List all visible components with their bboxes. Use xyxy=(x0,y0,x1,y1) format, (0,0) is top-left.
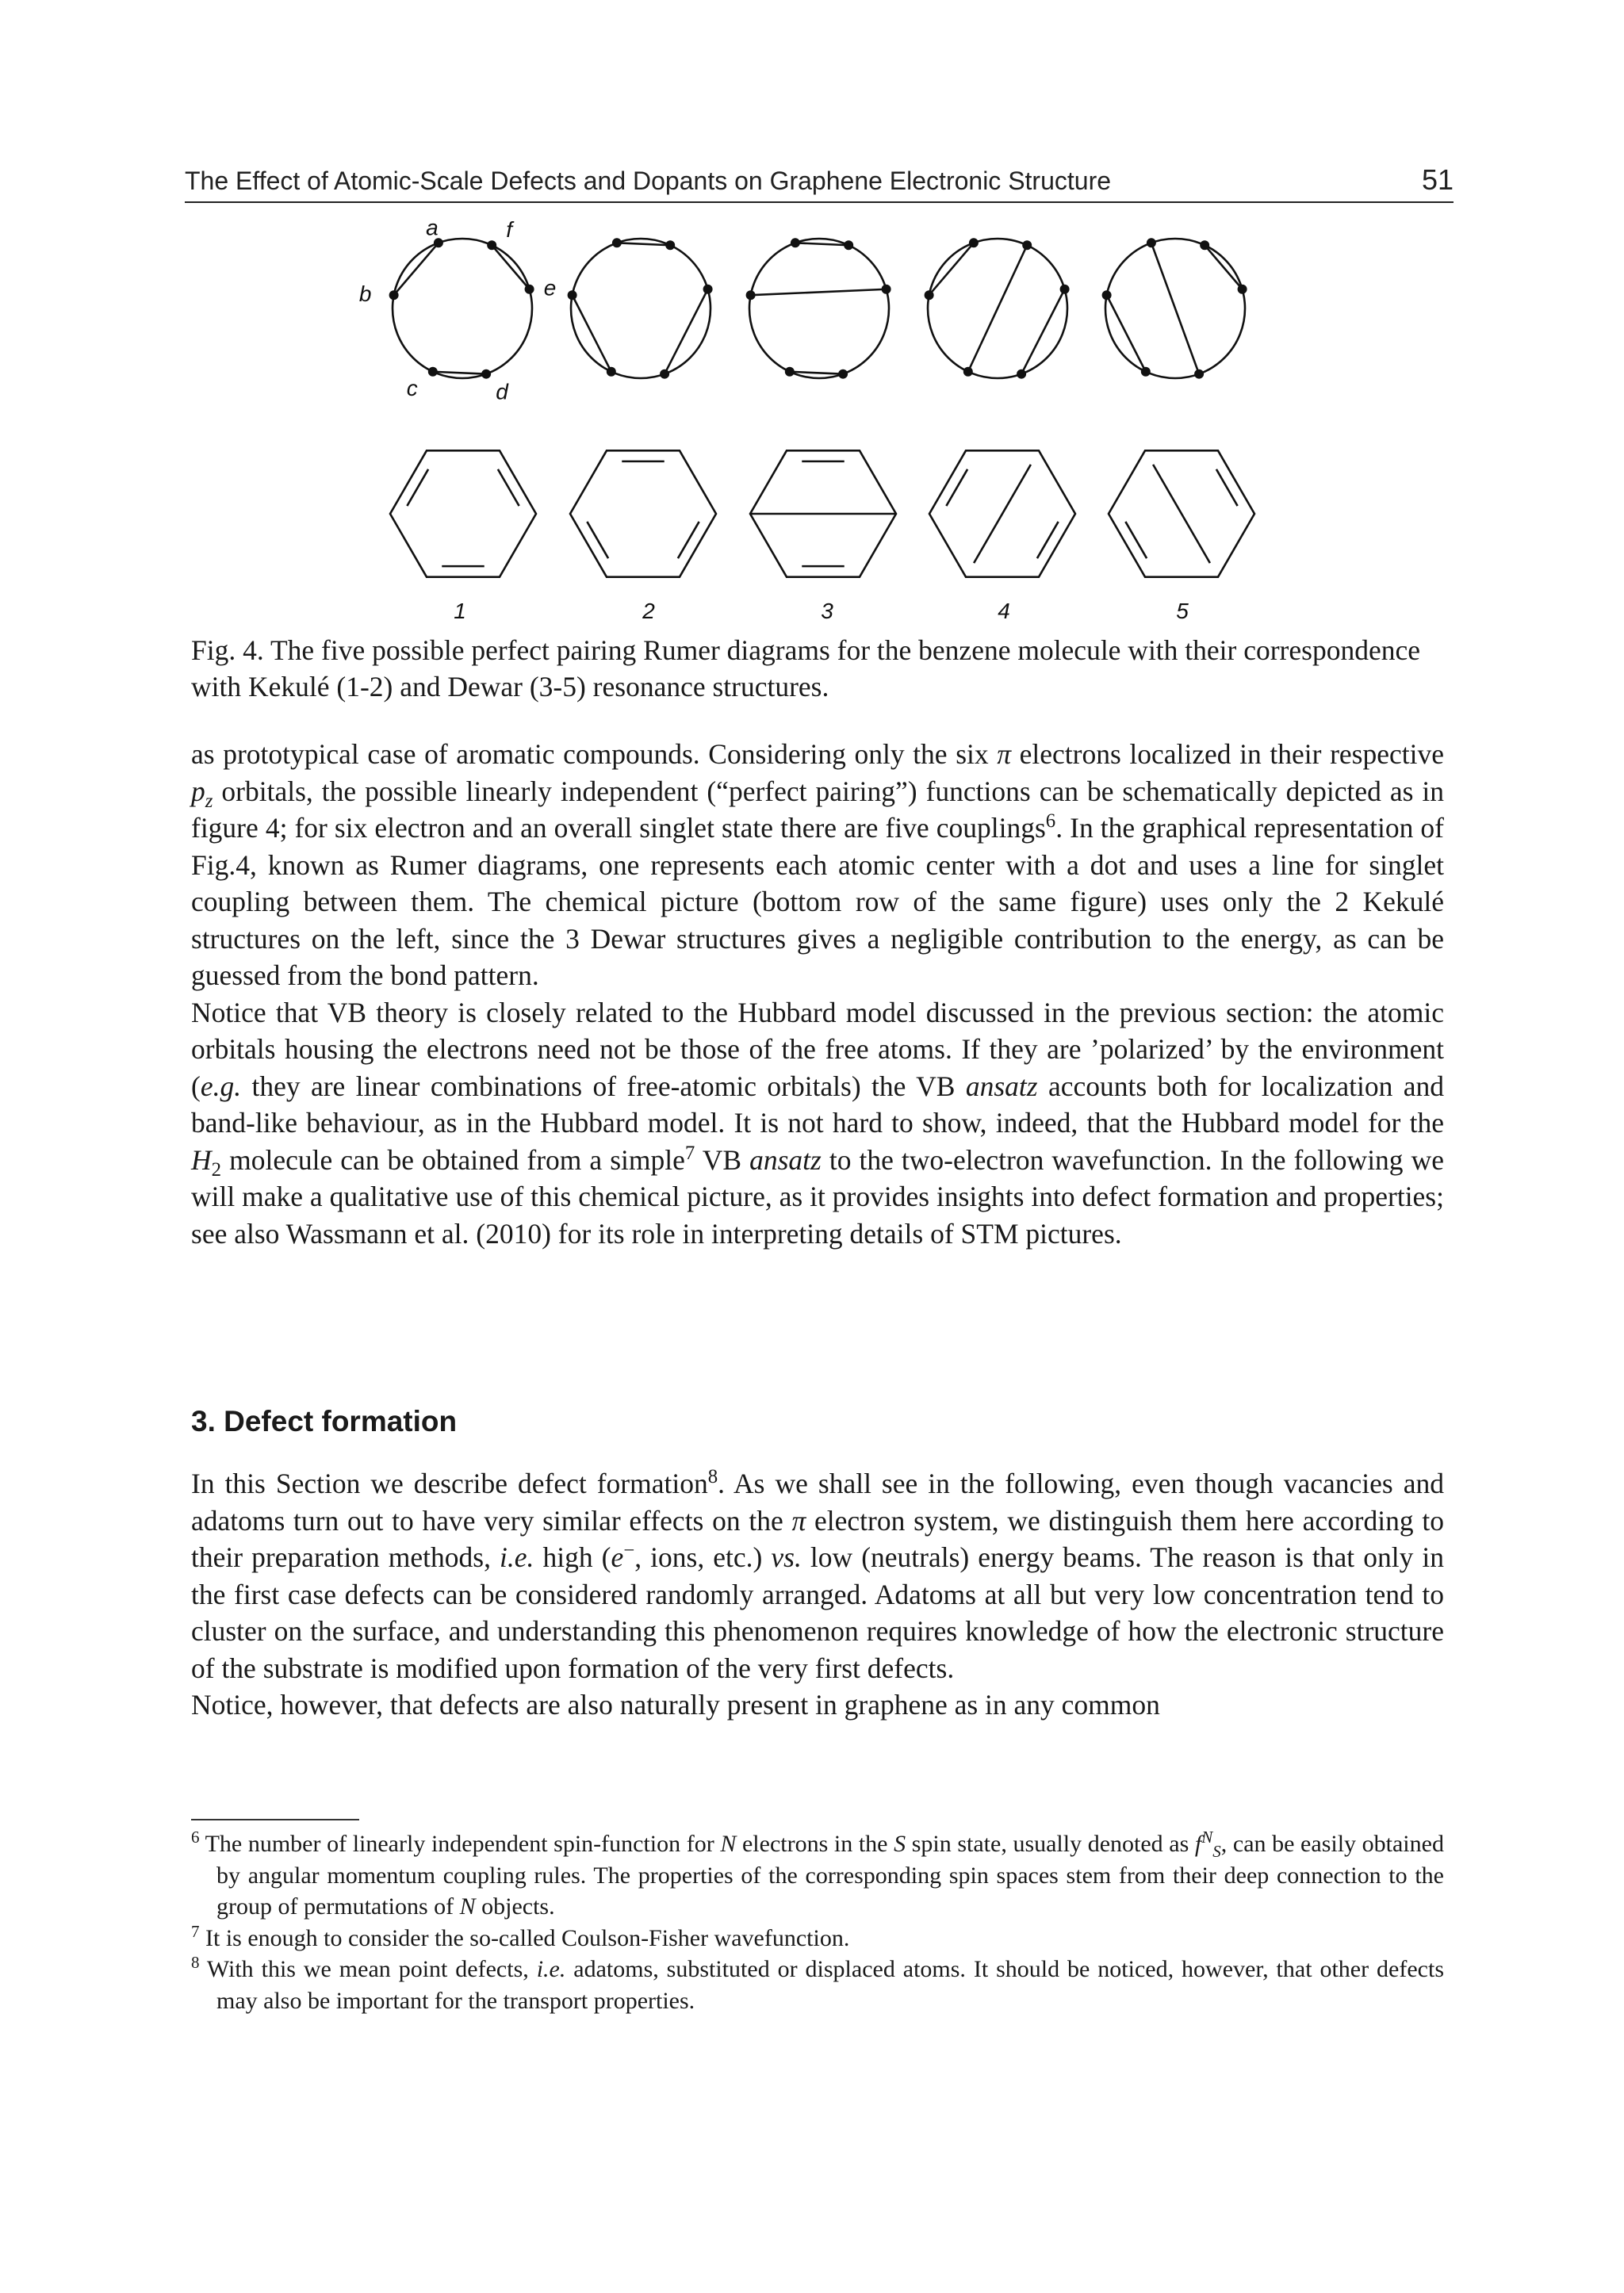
hexagon-2 xyxy=(570,450,716,576)
atom-dot-1-e xyxy=(525,285,534,294)
rumer-bond-2-af xyxy=(617,243,670,245)
atom-dot-3-a xyxy=(791,238,800,247)
atom-dot-5-a xyxy=(1147,238,1156,247)
rumer-bond-3-be xyxy=(751,289,887,295)
rumer-bond-5-fe xyxy=(1205,245,1242,289)
paragraph-2: Notice that VB theory is closely related to the Hubbard model discussed in the previous section: the atomic orbitals housing the electrons need not be those of the free atoms. If they are ’polarized’ by the environment (e.g. they are linear combinations of free-atomic orbitals) the VB ansatz accounts both for localization and band-like behaviour, as in the Hubbard model. It is not hard to show, indeed, that the Hubbard model for the $H_2$ molecule can be obtained from a simple$^7$ VB ansatz to the two-electron wavefunction. In the following we will make a qualitative use of this chemical picture, as it provides insights into defect formation and properties; see also Wassmann et al. (2010) for its role in interpreting details of STM pictures. xyxy=(191,996,1444,1250)
paragraph-3: In this Section we describe defect formation$^8$. As we shall see in the following, even though vacancies and adatoms turn out to have very similar effects on the π electron system, we distinguish them here according to their preparation methods, i.e. high (e−, ions, etc.) vs. low (neutrals) energy beams. The reason is that only in the first case defects can be considered randomly arranged. Adatoms at all but very low concentration tend to cluster on the surface, and understanding this phenomenon requires knowledge of how the electronic structure of the substrate is modified upon formation of the very first defects. xyxy=(191,1466,1445,1684)
rumer-bond-5-bc xyxy=(1107,295,1146,372)
diagram-number-5: 5 xyxy=(1176,599,1189,623)
double-bond-1-10 xyxy=(498,469,519,506)
atom-dot-2-f xyxy=(665,240,675,250)
diagram-number-4: 4 xyxy=(998,599,1010,623)
rumer-circle-1 xyxy=(393,239,532,378)
atom-dot-4-c xyxy=(963,367,973,377)
footnote-ref-8[interactable]: 8 xyxy=(707,1466,718,1488)
atom-dot-4-a xyxy=(969,238,979,247)
atom-dot-2-d xyxy=(660,369,669,379)
diagram-number-3: 3 xyxy=(821,599,833,623)
atom-dot-3-b xyxy=(746,290,756,300)
rumer-bond-1-ab xyxy=(394,243,439,295)
atom-dot-3-f xyxy=(844,240,853,250)
rumer-bond-3-af xyxy=(795,243,848,245)
atom-dot-3-c xyxy=(785,367,795,377)
rumer-circle-3 xyxy=(749,239,889,378)
rumer-bond-3-cd xyxy=(790,372,843,374)
atom-dot-1-d xyxy=(481,369,491,379)
atom-dot-3-e xyxy=(882,285,891,294)
footnote-7: $^7$ It is enough to consider the so-called Coulson-Fisher wavefunction. xyxy=(191,1921,850,1951)
atom-dot-5-b xyxy=(1102,290,1112,300)
rumer-bond-1-fe xyxy=(492,245,529,289)
atom-dot-2-a xyxy=(612,238,622,247)
rumer-bond-4-fc xyxy=(968,245,1027,372)
paragraph-4: Notice, however, that defects are also naturally present in graphene as in any common xyxy=(191,1689,1160,1721)
atom-dot-1-f xyxy=(487,240,496,250)
double-bond-5-10 xyxy=(1216,469,1238,506)
atom-dot-4-b xyxy=(925,290,934,300)
double-bond-1-23 xyxy=(407,469,428,506)
footnote-ref-7[interactable]: 7 xyxy=(684,1142,695,1164)
double-bond-5-34 xyxy=(1125,522,1147,558)
atom-label-d: d xyxy=(496,379,508,404)
atom-dot-4-e xyxy=(1060,285,1070,294)
rumer-circle-2 xyxy=(571,239,710,378)
atom-dot-5-f xyxy=(1200,240,1209,250)
rumer-bond-5-ad xyxy=(1151,243,1199,373)
double-bond-4-50 xyxy=(1037,522,1059,558)
atom-dot-4-d xyxy=(1017,369,1026,379)
figure-rumer-diagrams xyxy=(0,0,1624,634)
header-title: The Effect of Atomic-Scale Defects and Dopants on Graphene Electronic Structure xyxy=(185,167,1112,195)
atom-label-c: c xyxy=(406,375,418,400)
rumer-bond-1-cd xyxy=(433,372,486,374)
diagram-number-1: 1 xyxy=(454,599,466,623)
page-number: 51 xyxy=(1421,163,1454,196)
footnote-ref-6[interactable]: 6 xyxy=(1045,810,1056,833)
rumer-bond-2-bc xyxy=(573,295,611,372)
atom-dot-3-d xyxy=(838,369,848,379)
atom-dot-5-c xyxy=(1141,367,1151,377)
double-bond-2-34 xyxy=(587,522,608,558)
body-paragraphs xyxy=(191,736,1444,1252)
dewar-bond-5 xyxy=(1153,465,1210,563)
footnotes xyxy=(191,1828,1444,2016)
atom-dot-1-c xyxy=(428,367,438,377)
diagram-number-2: 2 xyxy=(642,599,655,623)
footnote-6: $^6$ The number of linearly independent spin-function for N electrons in the S spin state, usually denoted as $f^N_S$, can be easily obtained by angular momentum coupling rules. The properties of the corresponding spin spaces stem from their deep connection to the group of permutations of N objects. xyxy=(191,1828,1444,1920)
double-bond-2-50 xyxy=(678,522,699,558)
atom-dot-4-f xyxy=(1022,240,1032,250)
hexagon-1 xyxy=(390,450,536,576)
footnote-8: $^8$ With this we mean point defects, i.e. adatoms, substituted or displaced atoms. It should be noticed, however, that other defects may also be important for the transport properties. xyxy=(191,1953,1444,2014)
rumer-bond-4-ab xyxy=(929,243,974,295)
dewar-bond-4 xyxy=(974,465,1031,563)
figure-svg xyxy=(0,0,1624,634)
atom-label-e: e xyxy=(543,275,557,301)
section-paragraphs xyxy=(191,1465,1444,1724)
double-bond-4-23 xyxy=(946,469,967,506)
figure-caption: Fig. 4. The five possible perfect pairing Rumer diagrams for the benzene molecule with their correspondence with Kekulé (1-2) and Dewar (3-5) resonance structures. xyxy=(191,634,1420,702)
atom-label-b: b xyxy=(358,281,372,307)
atom-label-f: f xyxy=(506,217,513,243)
atom-dot-2-e xyxy=(703,285,713,294)
atom-label-a: a xyxy=(426,215,439,240)
atom-dot-2-b xyxy=(568,290,577,300)
atom-dot-5-d xyxy=(1194,369,1204,379)
atom-dot-5-e xyxy=(1238,285,1247,294)
atom-dot-2-c xyxy=(607,367,616,377)
paragraph-1: as prototypical case of aromatic compounds. Considering only the six π electrons localized in their respective $p_z$ orbitals, the possible linearly independent (“perfect pairing”) functions can be schematically depicted as in figure 4; for six electron and an overall singlet state there are five couplings$^6$. In the graphical representation of Fig.4, known as Rumer diagrams, one represents each atomic center with a dot and uses a line for singlet coupling between them. The chemical picture (bottom row of the same figure) uses only the 2 Kekulé structures on the left, since the 3 Dewar structures gives a negligible contribution to the energy, as can be guessed from the bond pattern. xyxy=(191,738,1445,991)
footnote-rule xyxy=(191,1819,359,1820)
atom-dot-1-b xyxy=(389,290,399,300)
section-heading: 3. Defect formation xyxy=(191,1405,458,1437)
